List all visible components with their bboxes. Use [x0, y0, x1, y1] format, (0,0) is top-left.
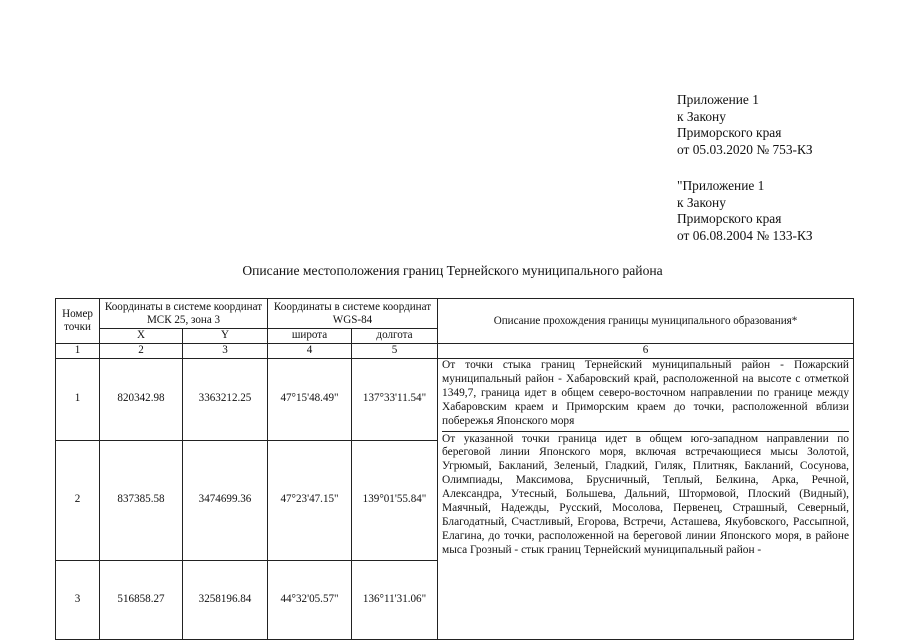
coord-x: 820342.98 [100, 359, 183, 441]
column-number: 4 [268, 344, 352, 359]
header-description: Описание прохождения границы муниципального образования* [438, 299, 854, 344]
table-row [56, 359, 854, 441]
appendix-original-header [677, 178, 892, 244]
column-number: 2 [100, 344, 183, 359]
boundary-description: От точки стыка границ Тернейский муниципальный район - Пожарский муниципальный район - Хабаровский край, расположенной на высоте с отметкой 1349,7, граница идет в общем северо-восточном направлении по границе между Хабаровским краем и Приморским краем до точки, расположенной вблизи побережья Японского моря [442, 359, 850, 427]
coord-y: 3363212.25 [183, 359, 268, 441]
coord-lat: 44°32'05.57" [268, 560, 352, 639]
header-wgs-group: Координаты в системе координат WGS-84 [268, 299, 438, 329]
appendix-title: "Приложение 1 [677, 178, 765, 193]
header-x: X [100, 329, 183, 344]
boundary-description-cell [438, 359, 854, 640]
coord-x: 516858.27 [100, 560, 183, 639]
boundary-table [55, 298, 854, 640]
boundary-description: От указанной точки граница идет в общем юго-западном направлении по береговой линии Японского моря, включая встречающиеся мысы Золотой, Угрюмый, Бакланий, Зеленый, Гладкий, Гиляк, Плитняк, Бакланий, Сосунова, Олимпиады, Максимова, Брусничный, Теплый, Белкина, Арка, Речной, Александра, Утесный, Большева, Дальний, Штормовой, Плоский (Видный), Маячный, Надежды, Русский, Мосолова, Первенец, Страшный, Северный, Благодатный, Счастливый, Егорова, Встречи, Асташева, Якубовского, Рассыпной, Елагина, до точки, расположенной на береговой линии Японского моря, в районе мыса Грозный - стык границ Тернейский муниципальный район - [442, 432, 850, 556]
column-number: 5 [352, 344, 438, 359]
appendix-region: Приморского края [677, 211, 782, 226]
coord-x: 837385.58 [100, 440, 183, 560]
appendix-title: Приложение 1 [677, 92, 759, 107]
point-number: 3 [56, 560, 100, 639]
column-number: 3 [183, 344, 268, 359]
point-number: 1 [56, 359, 100, 441]
coord-lat: 47°15'48.49" [268, 359, 352, 441]
appendix-date: от 06.08.2004 № 133-КЗ [677, 227, 813, 243]
header-point-number: Номер точки [56, 299, 100, 344]
appendix-law-ref: к Закону [677, 108, 726, 124]
appendix-law-ref: к Закону [677, 194, 726, 210]
column-number-row [56, 344, 854, 359]
appendix-date: от 05.03.2020 № 753-КЗ [677, 141, 813, 157]
appendix-current-header [677, 92, 892, 158]
appendix-region: Приморского края [677, 125, 782, 140]
header-y: Y [183, 329, 268, 344]
coord-y: 3258196.84 [183, 560, 268, 639]
coord-lat: 47°23'47.15" [268, 440, 352, 560]
column-number: 1 [56, 344, 100, 359]
coord-y: 3474699.36 [183, 440, 268, 560]
header-lat: широта [268, 329, 352, 344]
coord-lon: 139°01'55.84" [352, 440, 438, 560]
header-lon: долгота [352, 329, 438, 344]
column-number: 6 [438, 344, 854, 359]
header-msk-group: Координаты в системе координат МСК 25, зона 3 [100, 299, 268, 329]
coord-lon: 136°11'31.06" [352, 560, 438, 639]
coord-lon: 137°33'11.54" [352, 359, 438, 441]
point-number: 2 [56, 440, 100, 560]
document-title: Описание местоположения границ Тернейского муниципального района [242, 263, 663, 278]
